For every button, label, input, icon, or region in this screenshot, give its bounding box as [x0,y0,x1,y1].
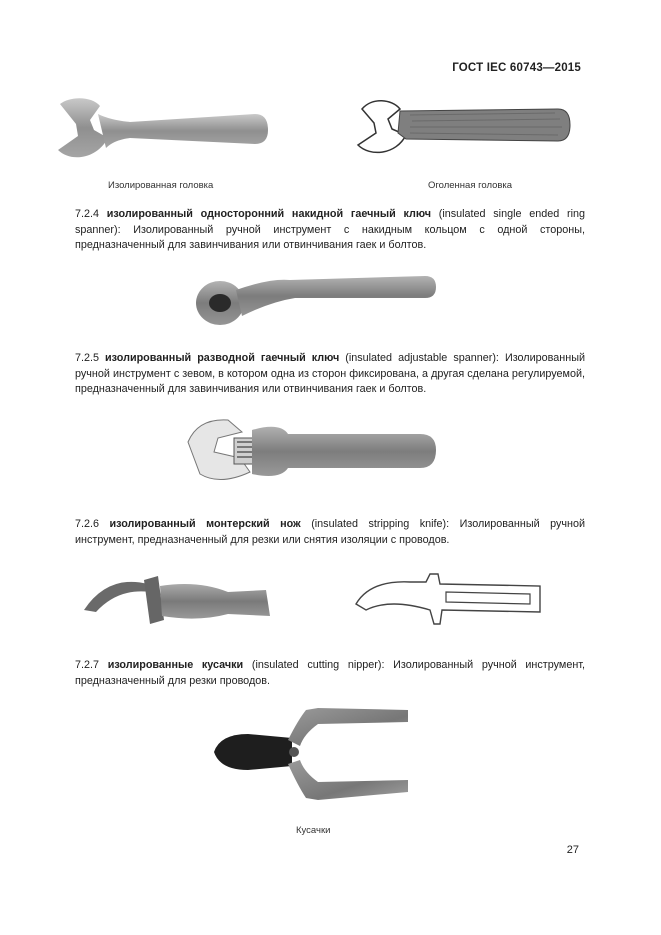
section-text: Изолированный ручной инструмент, предназначенный для резки или снятия изоляции с проводов. [75,518,586,546]
section-text: Изолированный ручной инструмент с зевом, в котором одна из сторон фиксирована, а другая сделана регулируемой, предназначенный для завинчивания или отвинчивания гаек и болтов. [75,352,585,395]
bare-knife-figure [350,570,550,630]
section-7-2-5 [75,351,585,398]
insulated-knife-figure [78,570,278,632]
section-number: 7.2.7 [75,659,100,671]
section-english: (insulated single ended ring spanner): [75,208,586,236]
section-english: (insulated adjustable spanner): [345,352,499,364]
section-number: 7.2.5 [75,352,100,364]
section-7-2-6 [75,517,585,548]
section-number: 7.2.6 [75,518,100,530]
standard-header: ГОСТ IEC 60743—2015 [452,62,581,74]
ring-spanner-figure [190,270,440,332]
bare-head-wrench-figure [350,95,575,160]
insulated-head-caption: Изолированная головка [108,180,214,191]
section-text: Изолированный ручной инструмент, предназначенный для резки проводов. [75,659,586,687]
section-number: 7.2.4 [75,208,100,220]
section-term: изолированный односторонний накидной гаечный ключ [106,208,431,220]
section-term: изолированный разводной гаечный ключ [105,352,340,364]
insulated-open-wrench-figure [50,92,275,167]
section-text: Изолированный ручной инструмент с накидным кольцом с одной стороны, предназначенный для завинчивания или отвинчивания гаек и болтов. [75,223,585,251]
page-number: 27 [566,844,579,856]
bare-head-caption: Оголенная головка [428,180,513,191]
cutting-nipper-figure [208,700,418,810]
section-english: (insulated cutting nipper): [251,659,385,671]
nipper-caption: Кусачки [296,825,331,836]
section-english: (insulated stripping knife): [311,518,450,530]
section-7-2-7 [75,658,585,689]
section-7-2-4 [75,207,585,254]
adjustable-spanner-figure [180,412,442,490]
section-term: изолированные кусачки [107,659,244,671]
section-term: изолированный монтерский нож [109,518,301,530]
